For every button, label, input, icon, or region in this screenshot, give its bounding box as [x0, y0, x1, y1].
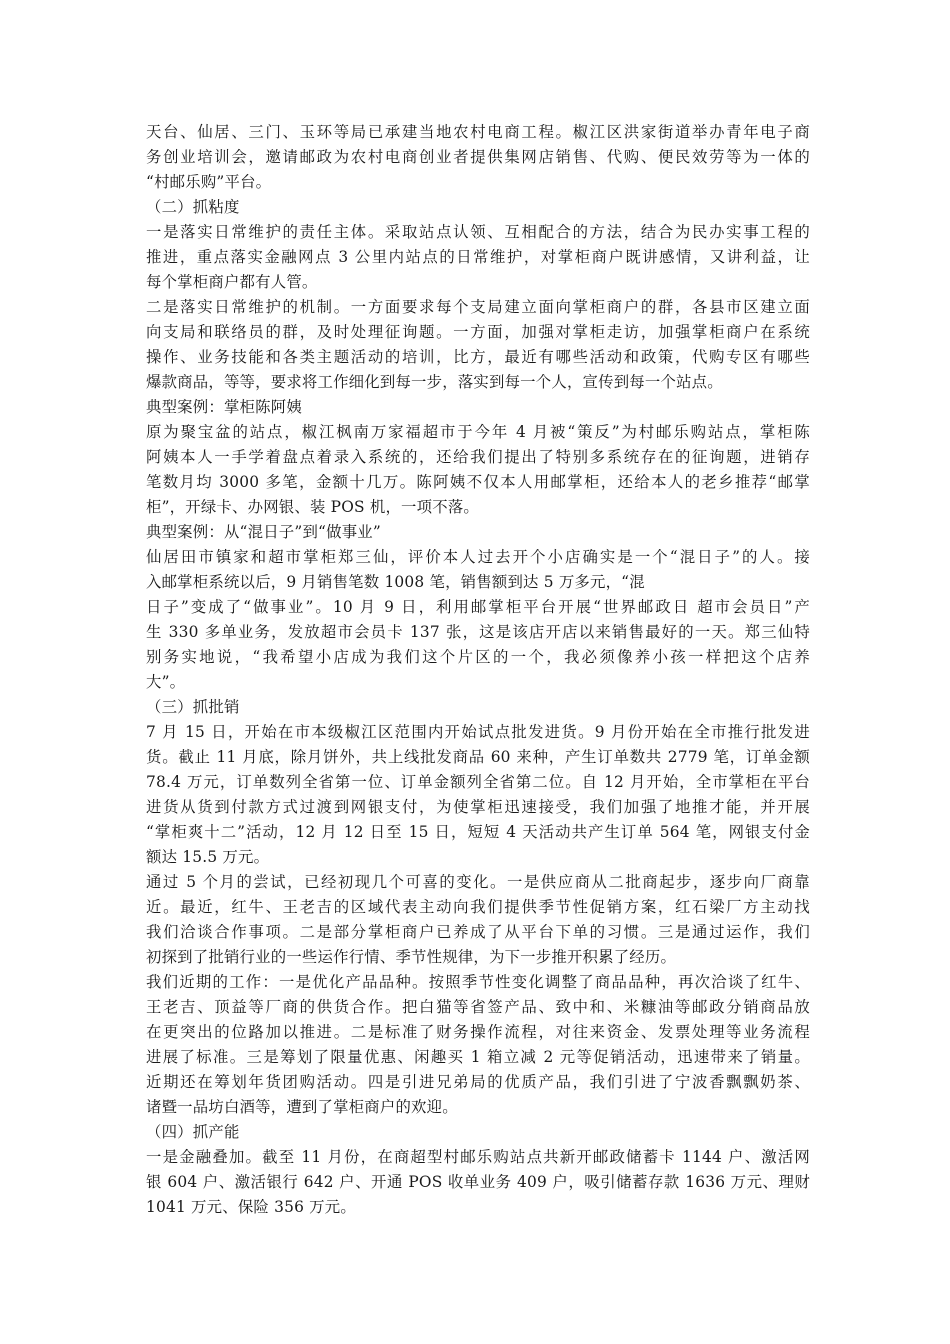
paragraph-line: 我们洽谈合作事项。二是部分掌柜商户已养成了从平台下单的习惯。三是通过运作，我们	[146, 923, 810, 941]
paragraph-line: 天台、仙居、三门、玉环等局已承建当地农村电商工程。椒江区洪家街道举办青年电子商	[146, 123, 810, 141]
paragraph-line: 78.4 万元，订单数列全省第一位、订单金额列全省第二位。自 12 月开始，全市掌柜在平台	[146, 773, 810, 791]
paragraph-line: 1041 万元、保险 356 万元。	[146, 1198, 356, 1216]
paragraph-line: 向支局和联络员的群，及时处理征询题。一方面，加强对掌柜走访，加强掌柜商户在系统	[146, 323, 810, 341]
paragraph-line: 操作、业务技能和各类主题活动的培训，比方，最近有哪些活动和政策，代购专区有哪些	[146, 348, 810, 366]
paragraph-line: 日子”变成了“做事业”。10 月 9 日，利用邮掌柜平台开展“世界邮政日 超市会员日”产	[146, 598, 810, 616]
paragraph-line: 通过 5 个月的尝试，已经初现几个可喜的变化。一是供应商从二批商起步，逐步向厂商靠	[146, 873, 810, 891]
paragraph-line: “村邮乐购”平台。	[146, 173, 272, 191]
paragraph-line: 入邮掌柜系统以后，9 月销售笔数 1008 笔，销售额到达 5 万多元，“混	[146, 573, 645, 591]
paragraph-line: 大”。	[146, 673, 186, 691]
paragraph-line: 柜”，开绿卡、办网银、装 POS 机，一项不落。	[146, 498, 480, 516]
paragraph-line: 笔数月均 3000 多笔，金额十几万。陈阿姨不仅本人用邮掌柜，还给本人的老乡推荐“邮掌	[146, 473, 810, 491]
paragraph-line: 初探到了批销行业的一些运作行情、季节性规律，为下一步推开积累了经历。	[146, 948, 677, 966]
paragraph-line: 我们近期的工作：一是优化产品品种。按照季节性变化调整了商品品种，再次洽谈了红牛、	[146, 973, 810, 991]
paragraph-line: 货。截止 11 月底，除月饼外，共上线批发商品 60 来种，产生订单数共 2779 笔，订单金额	[146, 748, 810, 766]
paragraph-line: 爆款商品，等等，要求将工作细化到每一步，落实到每一个人，宣传到每一个站点。	[146, 373, 723, 391]
paragraph-line: 进货从货到付款方式过渡到网银支付，为使掌柜迅速接受，我们加强了地推才能，并开展	[146, 798, 810, 816]
paragraph-line: 王老吉、顶益等厂商的供货合作。把白猫等省签产品、致中和、米糠油等邮政分销商品放	[146, 998, 810, 1016]
paragraph-line: 诸暨一品坊白酒等，遭到了掌柜商户的欢迎。	[146, 1098, 458, 1116]
paragraph-line: 二是落实日常维护的机制。一方面要求每个支局建立面向掌柜商户的群，各县市区建立面	[146, 298, 810, 316]
section-heading: （四）抓产能	[146, 1123, 240, 1141]
paragraph-line: 仙居田市镇家和超市掌柜郑三仙，评价本人过去开个小店确实是一个“混日子”的人。接	[146, 548, 810, 566]
section-heading: （三）抓批销	[146, 698, 240, 716]
case-heading: 典型案例：从“混日子”到“做事业”	[146, 523, 381, 541]
paragraph-line: 生 330 多单业务，发放超市会员卡 137 张，这是该店开店以来销售最好的一天。郑三仙特	[146, 623, 810, 641]
paragraph-line: 推进，重点落实金融网点 3 公里内站点的日常维护，对掌柜商户既讲感情，又讲利益，让	[146, 248, 810, 266]
paragraph-line: 在更突出的位路加以推进。二是标准了财务操作流程，对往来资金、发票处理等业务流程	[146, 1023, 810, 1041]
paragraph-line: 别务实地说，“我希望小店成为我们这个片区的一个，我必须像养小孩一样把这个店养	[146, 648, 810, 666]
paragraph-line: “掌柜爽十二”活动，12 月 12 日至 15 日，短短 4 天活动共产生订单 564 笔，网银支付金	[146, 823, 810, 841]
paragraph-line: 一是金融叠加。截至 11 月份，在商超型村邮乐购站点共新开邮政储蓄卡 1144 户、激活网	[146, 1148, 810, 1166]
paragraph-line: 额达 15.5 万元。	[146, 848, 270, 866]
paragraph-line: 务创业培训会，邀请邮政为农村电商创业者提供集网店销售、代购、便民效劳等为一体的	[146, 148, 810, 166]
paragraph-line: 7 月 15 日，开始在市本级椒江区范围内开始试点批发进货。9 月份开始在全市推行批发进	[146, 723, 810, 741]
paragraph-line: 近期还在筹划年货团购活动。四是引进兄弟局的优质产品，我们引进了宁波香飘飘奶茶、	[146, 1073, 810, 1091]
section-heading: （二）抓粘度	[146, 198, 240, 216]
case-heading: 典型案例：掌柜陈阿姨	[146, 398, 302, 416]
paragraph-line: 每个掌柜商户都有人管。	[146, 273, 318, 291]
paragraph-line: 原为聚宝盆的站点，椒江枫南万家福超市于今年 4 月被“策反”为村邮乐购站点，掌柜陈	[146, 423, 810, 441]
paragraph-line: 近。最近，红牛、王老吉的区域代表主动向我们提供季节性促销方案，红石梁厂方主动找	[146, 898, 810, 916]
paragraph-line: 进展了标准。三是筹划了限量优惠、闲趣买 1 箱立减 2 元等促销活动，迅速带来了销量。	[146, 1048, 810, 1066]
paragraph-line: 银 604 户、激活银行 642 户、开通 POS 收单业务 409 户，吸引储蓄存款 1636 万元、理财	[146, 1173, 810, 1191]
paragraph-line: 阿姨本人一手学着盘点着录入系统的，还给我们提出了特别多系统存在的征询题，进销存	[146, 448, 810, 466]
document-body	[146, 120, 810, 1220]
paragraph-line: 一是落实日常维护的责任主体。采取站点认领、互相配合的方法，结合为民办实事工程的	[146, 223, 810, 241]
